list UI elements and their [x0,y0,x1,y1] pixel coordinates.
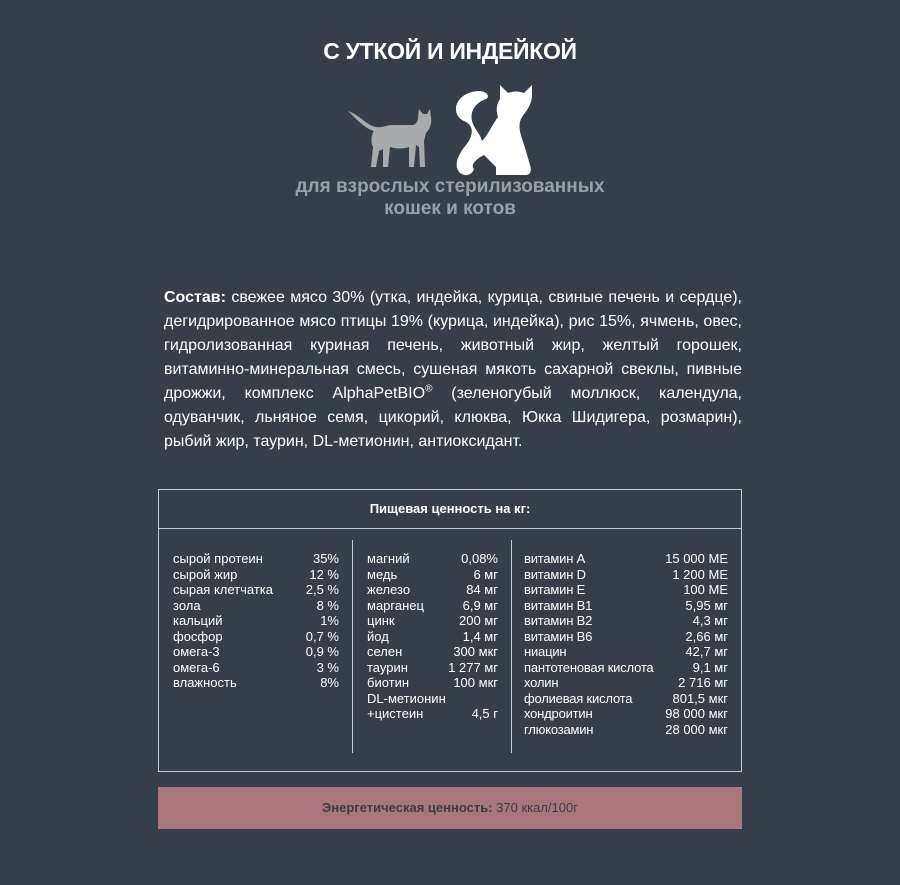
nutrient-name: медь [367,566,398,582]
nutrient-value: 1% [320,613,339,628]
nutrient-name: сырой протеин [173,551,263,566]
nutrient-name: марганец [367,597,424,613]
nutrient-name: йод [367,628,389,644]
nutrient-value: 8 % [316,597,339,613]
nutrient-name: селен [367,644,403,659]
nutrient-name: глюкозамин [524,721,594,737]
nutrient-name: омега-6 [173,659,220,675]
nutrient-row [173,598,339,614]
column-divider [352,540,353,753]
composition-body-end: (зеленогубый моллюск, календула, одуванчик, льняное семя, цикорий, клюква, Юкка Шидигера, розмарин), рыбий жир, таурин, DL-метионин, антиоксидант. [164,385,743,450]
small-cat-icon [348,109,431,167]
two-cats-silhouette-icon [346,85,546,177]
nutrient-row [367,675,498,691]
nutrient-value: 2,66 мг [685,628,728,644]
nutrient-row [173,582,339,598]
nutrient-column-minerals [367,551,498,722]
nutrient-name: фосфор [173,628,223,644]
subtitle-line: кошек и котов [384,198,516,219]
nutrient-column-vitamins [524,551,728,737]
nutrient-name: витамин D [524,566,586,582]
nutrient-name: железо [367,582,411,597]
nutrient-name: омега-3 [173,644,220,659]
nutrient-value: 0,9 % [305,644,339,659]
nutrient-value: 42,7 мг [685,644,728,659]
nutrient-name: витамин Е [524,582,586,597]
nutrient-value: 100 мкг [453,675,498,690]
nutrient-value: 2 716 мг [678,675,728,690]
nutrient-name: витамин А [524,551,586,566]
nutrient-column-macro [173,551,339,691]
nutrient-value: 8% [320,675,339,690]
composition-body: свежее мясо 30% (утка, индейка, курица, свиные печень и сердце), дегидрированное мясо птицы 19% (курица, индейка), рис 15%, ячмень, овес, гидролизованная куриная печень, животный жир, желтый горошек, витаминно-минеральная смесь, сушеная мякоть сахарной свеклы, пивные дрожжи, комплекс AlphaPetBIO [164,289,742,402]
nutrient-value: 28 000 мкг [665,721,728,737]
nutrient-value: 12 % [309,566,339,582]
nutrient-value: 35% [312,551,339,566]
nutrient-value: 4,3 мг [692,613,728,628]
nutrient-row [173,567,339,583]
nutrient-name: витамин В6 [524,628,593,644]
nutrient-value: 801,5 мкг [672,690,728,706]
nutrient-row [173,629,339,645]
nutrient-name: +цистеин [367,706,424,721]
nutrient-row [367,691,498,707]
nutrient-row [524,629,728,645]
nutrient-row [524,582,728,598]
nutrient-row [367,598,498,614]
energy-value-bar [158,787,742,829]
nutrient-row [524,706,728,722]
nutrient-row [367,582,498,598]
nutrient-name: таурин [367,659,408,675]
nutrition-table [158,489,742,772]
trademark-symbol: ® [425,383,433,395]
nutrient-value: 1,4 мг [462,628,498,644]
nutrient-row [173,675,339,691]
nutrient-value: 100 МЕ [683,582,728,597]
nutrient-name: влажность [173,675,237,690]
nutrient-name: цинк [367,613,395,628]
nutrient-name: биотин [367,675,410,690]
energy-value: 370 ккал/100г [492,800,578,815]
nutrient-row [524,675,728,691]
nutrient-row [524,691,728,707]
energy-label: Энергетическая ценность: [322,800,493,815]
nutrient-row [173,644,339,660]
nutrient-name: DL-метионин [367,690,446,706]
nutrient-name: витамин В2 [524,613,593,628]
nutrient-name: пантотеновая кислота [524,659,654,675]
nutrient-row [524,660,728,676]
nutrient-row [367,706,498,722]
nutrient-row [367,644,498,660]
nutrient-value: 6 мг [473,566,498,582]
nutrient-name: ниацин [524,644,567,659]
nutrient-row [367,660,498,676]
nutrient-name: хондроитин [524,706,593,721]
nutrient-name: витамин В1 [524,597,593,613]
composition-label: Состав: [164,289,226,306]
nutrient-name: сырая клетчатка [173,582,274,597]
nutrient-value: 3 % [316,659,339,675]
nutrient-row [173,613,339,629]
nutrition-title: Пищевая ценность на кг: [159,490,741,529]
large-cat-icon [456,85,532,175]
nutrient-name: холин [524,675,559,690]
nutrient-name: зола [173,597,201,613]
nutrient-value: 0,08% [461,551,498,566]
nutrient-value: 0,7 % [305,628,339,644]
nutrient-value: 6,9 мг [462,597,498,613]
nutrient-value: 15 000 МЕ [665,551,728,566]
nutrient-value: 1 200 МЕ [672,566,728,582]
nutrient-value: 2,5 % [305,582,339,597]
nutrient-value: 5,95 мг [685,597,728,613]
nutrient-name: кальций [173,613,223,628]
nutrient-row [524,567,728,583]
nutrient-row [524,644,728,660]
product-title: С УТКОЙ И ИНДЕЙКОЙ [323,38,577,64]
composition-text [164,286,742,454]
nutrient-row [524,613,728,629]
nutrient-row [173,551,339,567]
nutrient-name: магний [367,551,410,566]
nutrient-value: 4,5 г [471,706,498,721]
nutrient-row [367,567,498,583]
nutrient-name: сырой жир [173,566,238,582]
nutrient-row [367,629,498,645]
nutrient-row [367,613,498,629]
subtitle-line: для взрослых стерилизованных [295,176,605,197]
subtitle [0,176,900,220]
column-divider [511,540,512,753]
nutrient-row [367,551,498,567]
nutrient-value: 200 мг [459,613,498,628]
nutrient-value: 300 мкг [453,644,498,659]
nutrient-row [173,660,339,676]
nutrient-value: 98 000 мкг [665,706,728,721]
nutrient-value: 1 277 мг [448,659,498,675]
nutrient-row [524,598,728,614]
nutrient-name: фолиевая кислота [524,690,633,706]
nutrient-row [524,722,728,738]
nutrient-value: 84 мг [466,582,498,597]
nutrient-value: 9,1 мг [692,659,728,675]
nutrient-row [524,551,728,567]
